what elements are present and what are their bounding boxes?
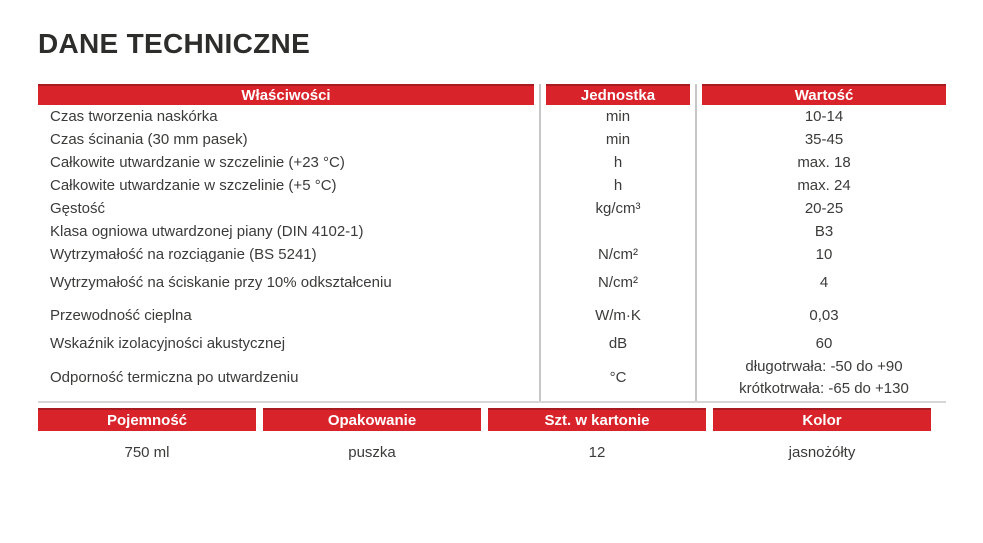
page-title: DANE TECHNICZNE <box>38 28 311 59</box>
header-cell-capacity: Pojemność <box>38 408 256 431</box>
table-row <box>38 266 946 299</box>
unit-cell: kg/cm³ <box>595 199 641 217</box>
value-cell: 0,03 <box>809 306 839 324</box>
table-row <box>38 105 946 128</box>
table-row <box>38 299 946 332</box>
header-cell-pcs-per-carton: Szt. w kartonie <box>488 408 706 431</box>
value-cell: 10-14 <box>804 107 844 125</box>
table-row <box>38 151 946 174</box>
property-cell: Gęstość <box>50 199 106 217</box>
packaging-table-header <box>38 408 931 431</box>
value-cell: B3 <box>814 222 834 240</box>
table-row <box>38 128 946 151</box>
packaging-table-row <box>38 431 931 473</box>
value-cell: 35-45 <box>804 130 844 148</box>
unit-cell: h <box>613 153 623 171</box>
property-cell: Przewodność cieplna <box>50 306 192 324</box>
header-cell-value: Wartość <box>702 84 946 105</box>
value-cell: 4 <box>819 273 829 291</box>
capacity-cell: 750 ml <box>124 443 170 461</box>
unit-cell: N/cm² <box>598 245 638 263</box>
column-divider <box>539 84 541 401</box>
value-cell: max. 18 <box>797 153 851 171</box>
header-cell-unit: Jednostka <box>546 84 690 105</box>
unit-cell: N/cm² <box>598 273 638 291</box>
packaging-cell: puszka <box>348 443 396 461</box>
property-cell: Wytrzymałość na ściskanie przy 10% odkształceniu <box>50 273 392 291</box>
header-cell-color: Kolor <box>713 408 931 431</box>
value-cell: 20-25 <box>804 199 844 217</box>
table-row <box>38 174 946 197</box>
unit-cell: dB <box>608 334 628 352</box>
value-cell: 10 <box>815 245 833 263</box>
properties-table-header <box>38 84 946 105</box>
value-cell <box>702 356 946 400</box>
property-cell: Całkowite utwardzanie w szczelinie (+23 °C) <box>50 153 345 171</box>
property-cell: Wytrzymałość na rozciąganie (BS 5241) <box>50 245 317 263</box>
table-row <box>38 332 946 355</box>
unit-cell: min <box>605 107 631 125</box>
value-cell: max. 24 <box>797 176 851 194</box>
property-cell: Całkowite utwardzanie w szczelinie (+5 °C) <box>50 176 337 194</box>
header-cell-packaging: Opakowanie <box>263 408 481 431</box>
property-cell: Odporność termiczna po utwardzeniu <box>50 369 299 386</box>
table-row <box>38 220 946 243</box>
property-cell: Klasa ogniowa utwardzonej piany (DIN 4102-1) <box>50 222 364 240</box>
unit-cell: °C <box>609 369 627 386</box>
property-cell: Wskaźnik izolacyjności akustycznej <box>50 334 286 352</box>
properties-table <box>38 84 946 403</box>
table-row <box>38 197 946 220</box>
value-line: długotrwała: -50 do +90 <box>745 358 903 375</box>
color-cell: jasnożółty <box>788 443 856 461</box>
value-cell: 60 <box>815 334 833 352</box>
unit-cell: h <box>613 176 623 194</box>
unit-cell: min <box>605 130 631 148</box>
property-cell: Czas ścinania (30 mm pasek) <box>50 130 248 148</box>
column-divider <box>695 84 697 401</box>
property-cell: Czas tworzenia naskórka <box>50 107 218 125</box>
pcs-per-carton-cell: 12 <box>588 443 606 461</box>
table-row <box>38 243 946 266</box>
value-line: krótkotrwała: -65 do +130 <box>739 380 909 397</box>
packaging-table <box>38 408 931 473</box>
header-cell-properties: Właściwości <box>38 84 534 105</box>
table-row <box>38 355 946 401</box>
unit-cell: W/m·K <box>595 306 641 324</box>
